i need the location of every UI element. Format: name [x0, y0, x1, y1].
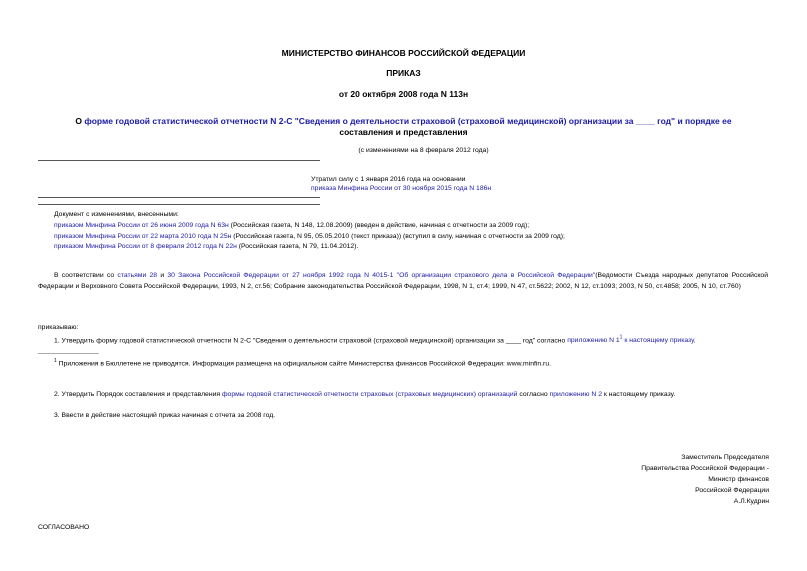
divider	[38, 204, 320, 205]
change-text: (Российская газета, N 148, 12.08.2009) (введен в действие, начиная с отчетности за 2009 год);	[228, 222, 530, 229]
document-title	[0, 116, 807, 126]
change-link[interactable]: приказом Минфина России от 26 июня 2009 года N 63н	[54, 222, 229, 229]
title-prefix: О	[75, 116, 85, 126]
appendix-1-link[interactable]: приложению N $1^1$ к настоящему приказу	[567, 335, 694, 345]
change-text: (Российская газета, N 79, 11.04.2012).	[236, 243, 359, 250]
footnote	[54, 358, 551, 367]
signer-name: А.Л.Кудрин	[733, 498, 769, 505]
amended-note: (с изменениями на 8 февраля 2012 года)	[358, 147, 489, 154]
item1-text: 1. Утвердить форму годовой статистической отчетности N 2-С "Сведения о деятельности страховой (страховой медицинской) организации за ____ год" согласно	[54, 337, 568, 345]
change-item	[54, 222, 529, 229]
signature-line: Правительства Российской Федерации -	[641, 465, 769, 472]
footnote-text: Приложения в Бюллетене не приводятся. Информация размещена на официальном сайте Министерства финансов Российской Федерации: www.minfin.ru.	[56, 360, 551, 368]
basis-paragraph	[38, 270, 768, 292]
change-item	[54, 233, 565, 240]
ministry-heading: МИНИСТЕРСТВО ФИНАНСОВ РОССИЙСКОЙ ФЕДЕРАЦИИ	[281, 48, 526, 58]
change-link[interactable]: приказом Минфина России от 8 февраля 2012 года N 22н	[54, 243, 237, 250]
signature-line: Российской Федерации	[695, 487, 769, 494]
document-title-line2: составления и представления	[339, 127, 468, 137]
footnote-ref: 1	[619, 335, 623, 341]
footnote-rule: ________________	[38, 347, 99, 354]
order-word: приказываю:	[38, 324, 79, 331]
changes-intro: Документ с изменениями, внесенными:	[54, 211, 179, 218]
order-item-1	[54, 335, 696, 344]
title-form-link[interactable]: форме годовой статистической отчетности N 2-С "Сведения о деятельности страховой (страховой медицинской) организации за ____ год" и порядке ее	[84, 116, 732, 126]
divider	[38, 197, 320, 198]
item2-tail: к настоящему приказу.	[601, 391, 676, 398]
change-link[interactable]: приказом Минфина России от 22 марта 2010 года N 25н	[54, 233, 232, 240]
agreed-label: СОГЛАСОВАНО	[38, 524, 90, 531]
law-link[interactable]: 30 Закона Российской Федерации от 27 ноября 1992 года N 4015-1 "Об организации страхового дела в Российской Федерации"	[167, 272, 596, 279]
article-28-link[interactable]: статьями 28	[117, 272, 158, 279]
lost-force-link[interactable]: приказа Минфина России от 30 ноября 2015 года N 186н	[311, 185, 492, 192]
footnote-mark: 1	[54, 358, 57, 364]
order-item-3: 3. Ввести в действие настоящий приказ начиная с отчета за 2008 год.	[54, 412, 276, 419]
change-item	[54, 243, 358, 250]
item2-mid: согласно	[517, 391, 550, 398]
order-item-2	[54, 391, 675, 398]
item1-tail: .	[693, 337, 696, 345]
basis-start: В соответствии со	[54, 272, 118, 279]
basis-mid: и	[157, 272, 168, 279]
signature-line: Министр финансов	[708, 476, 769, 483]
signature-block	[641, 452, 769, 507]
divider	[38, 160, 320, 161]
item2-text: 2. Утвердить Порядок составления и представления	[54, 391, 222, 398]
document-type: ПРИКАЗ	[386, 68, 421, 78]
lost-force-text: Утратил силу с 1 января 2016 года на основании	[311, 176, 466, 183]
appendix-2-link[interactable]: приложению N 2	[549, 391, 602, 398]
document-date: от 20 октября 2008 года N 113н	[338, 89, 469, 99]
change-text: (Российская газета, N 95, 05.05.2010 (текст приказа)) (вступил в силу, начиная с отчетности за 2009 год);	[231, 233, 565, 240]
basis-rest: (Ведомости Съезда народных депутатов Российской Федерации и Верховного Совета Российской Федерации, 1993, N 2, ст.56; Собрание законодательства Российской Федерации, 1998, N 1, ст.4; 1999, N 47, ст.5622; 2002, N 12, ст.1093; 2003, N 50, ст.4858; 2005, N 10, ст.760)	[38, 272, 768, 290]
signature-line: Заместитель Председателя	[681, 454, 769, 461]
form-link[interactable]: формы годовой статистической отчетности страховых (страховых медицинских) организаций	[221, 391, 518, 398]
